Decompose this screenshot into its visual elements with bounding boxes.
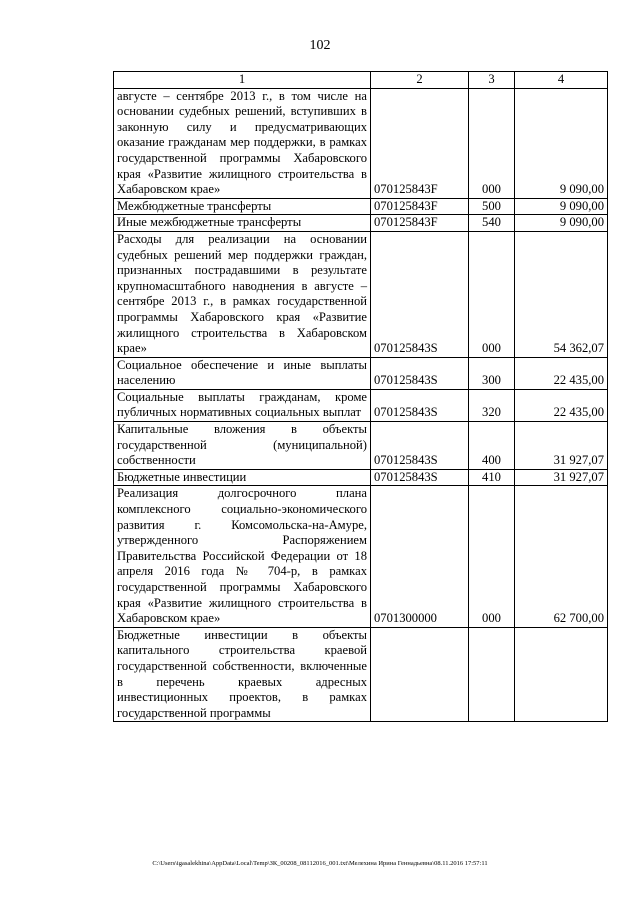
row-amount: 62 700,00 (515, 486, 608, 627)
header-col-4: 4 (515, 72, 608, 89)
row-name: Расходы для реализации на основании судебных решений мер поддержки граждан, признанных пострадавшими в результате крупномасштабного наводнения в августе – сентябре 2013 г., в рамках государственной программы Хабаровского края «Развитие жилищного строительства в Хабаровском крае» (114, 231, 371, 357)
row-name: Межбюджетные трансферты (114, 198, 371, 215)
row-code: 070125843S (371, 422, 469, 470)
row-type: 410 (469, 469, 515, 486)
row-name: августе – сентябре 2013 г., в том числе на основании судебных решений, вступивших в законную силу и предусматривающих оказание гражданам мер поддержки, в рамках государственной программы Хабаровского края «Развитие жилищного строительства в Хабаровском крае» (114, 88, 371, 198)
row-amount: 54 362,07 (515, 231, 608, 357)
table-header-row (114, 72, 608, 89)
row-code: 070125843S (371, 231, 469, 357)
row-name: Социальное обеспечение и иные выплаты населению (114, 357, 371, 389)
row-amount: 31 927,07 (515, 422, 608, 470)
budget-table (113, 71, 608, 722)
header-col-1: 1 (114, 72, 371, 89)
table-row (114, 469, 608, 486)
table-row (114, 231, 608, 357)
row-type: 500 (469, 198, 515, 215)
table-row (114, 627, 608, 722)
row-amount: 9 090,00 (515, 88, 608, 198)
row-type: 300 (469, 357, 515, 389)
row-name: Капитальные вложения в объекты государственной (муниципальной) собственности (114, 422, 371, 470)
header-col-3: 3 (469, 72, 515, 89)
row-type: 540 (469, 215, 515, 232)
row-type: 000 (469, 88, 515, 198)
header-col-2: 2 (371, 72, 469, 89)
row-type: 400 (469, 422, 515, 470)
row-amount: 22 435,00 (515, 357, 608, 389)
row-amount: 22 435,00 (515, 389, 608, 421)
table-row (114, 389, 608, 421)
row-code: 070125843S (371, 389, 469, 421)
row-name: Реализация долгосрочного плана комплексного социально-экономического развития г. Комсомольска-на-Амуре, утвержденного Распоряжением Правительства Российской Федерации от 18 апреля 2016 года № 704-р, в рамках государственной программы Хабаровского края «Развитие жилищного строительства в Хабаровском крае» (114, 486, 371, 627)
row-name: Бюджетные инвестиции (114, 469, 371, 486)
row-name: Социальные выплаты гражданам, кроме публичных нормативных социальных выплат (114, 389, 371, 421)
table-row (114, 357, 608, 389)
file-path-footer: C:\Users\igasalekhina\AppData\Local\Temp\ЗК_00208_08112016_001.txt\Мелехина Ирина Геннадьевна\08.11.2016 17:57:11 (152, 860, 488, 867)
table-row (114, 422, 608, 470)
row-code: 070125843F (371, 198, 469, 215)
row-code: 070125843F (371, 215, 469, 232)
table-row (114, 486, 608, 627)
row-amount (515, 627, 608, 722)
row-type (469, 627, 515, 722)
row-code: 070125843F (371, 88, 469, 198)
row-type: 320 (469, 389, 515, 421)
table-row (114, 215, 608, 232)
row-amount: 9 090,00 (515, 198, 608, 215)
row-code (371, 627, 469, 722)
row-code: 070125843S (371, 469, 469, 486)
row-code: 070125843S (371, 357, 469, 389)
row-name: Бюджетные инвестиции в объекты капитального строительства краевой государственной собственности, включенные в перечень краевых адресных инвестиционных проектов, в рамках государственной программы (114, 627, 371, 722)
row-type: 000 (469, 231, 515, 357)
row-code: 0701300000 (371, 486, 469, 627)
page-number: 102 (309, 38, 331, 53)
row-amount: 9 090,00 (515, 215, 608, 232)
table-row (114, 88, 608, 198)
row-amount: 31 927,07 (515, 469, 608, 486)
row-name: Иные межбюджетные трансферты (114, 215, 371, 232)
table-row (114, 198, 608, 215)
row-type: 000 (469, 486, 515, 627)
